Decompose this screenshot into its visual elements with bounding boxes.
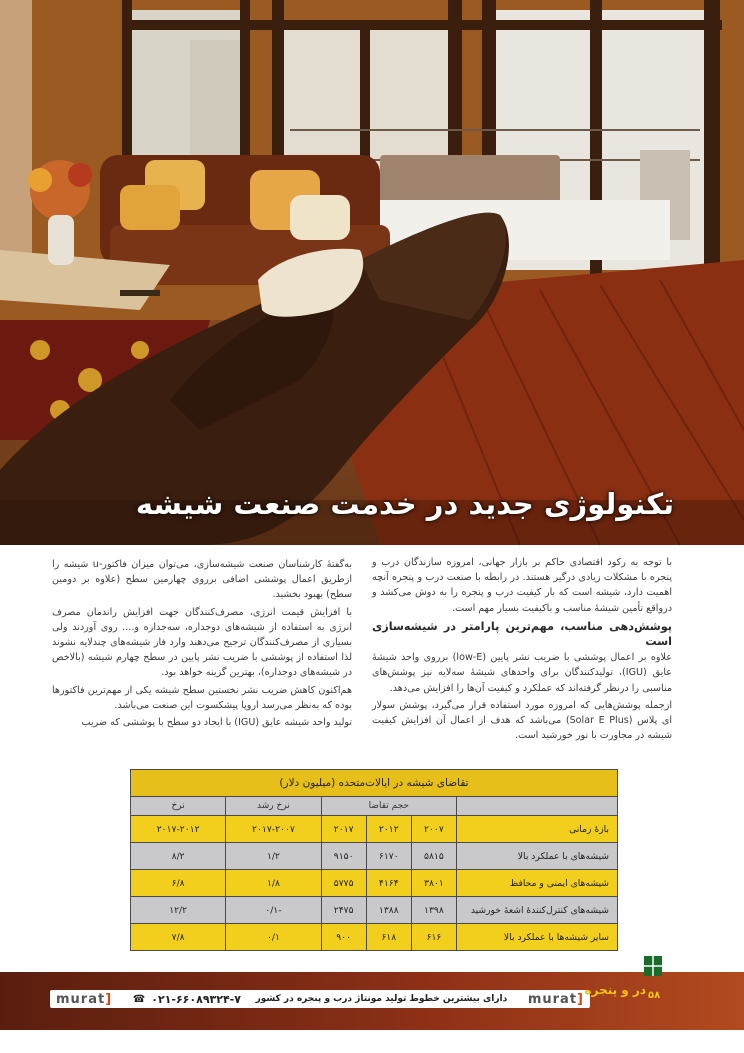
paragraph: تولید واحد شیشه عایق (IGU) با ایجاد دو سطح با پوششی که ضریب	[81, 717, 352, 729]
table-cell: ۰/۱	[226, 924, 321, 951]
table-cell: ۱۳۸۸	[366, 897, 411, 924]
glass-demand-table	[130, 769, 618, 951]
table-row-label: شیشه‌های با عملکرد بالا	[457, 843, 618, 870]
table-row	[131, 843, 618, 870]
murat-logo-left: murat]	[56, 991, 113, 1007]
paragraph: ازجمله پوشش‌هایی که امروزه مورد استفاده قرار می‌گیرد، پوشش سولار ای پلاس (Solar E Plus) می‌باشد که هدف از اعمال آن افزایش کیفیت شیشه در مجاورت با نور خورشید است.	[372, 699, 672, 742]
table-cell: ۶۱۶	[411, 924, 456, 951]
table-cell: -۰/۱	[226, 897, 321, 924]
table-cell: ۱/۲	[226, 843, 321, 870]
table-cell: ۳۸۰۱	[411, 870, 456, 897]
table-row-label: سایر شیشه‌ها با عملکرد بالا	[457, 924, 618, 951]
table-row-label: بازهٔ زمانی	[457, 816, 618, 843]
table-cell: ۱/۸	[226, 870, 321, 897]
table-cell: ۲۰۰۷	[411, 816, 456, 843]
table-cell: ۶/۸	[131, 870, 226, 897]
article-column-right	[372, 555, 672, 745]
table-cell: ۱۲/۲	[131, 897, 226, 924]
paragraph: با افزایش قیمت انرژی، مصرف‌کنندگان جهت افزایش راندمان مصرف انرژی به استفاده از شیشه‌های دوجداره، سه‌جداره و.... روی آوردند ولی بسیاری از مصرف‌کنندگان ترجیح می‌دهند وارد فاز شیشه‌های چندلایه نشوند لذا استفاده از پوششی با ضریب نشر پایین در سطح چهارم شیشه (بالاخص در شیشه‌های دوجداره)، بهترین گزینه خواهد بود.	[52, 606, 352, 679]
table-caption: تقاضای شیشه در ایالات‌متحده (میلیون دلار)	[131, 770, 618, 797]
table-row	[131, 870, 618, 897]
table-row	[131, 816, 618, 843]
paragraph: علاوه بر اعمال پوششی با ضریب نشر پایین (low-E) برروی واحد شیشهٔ عایق (IGU)، تولیدکنندگان برای واحدهای شیشهٔ سه‌لایه نیز پوشش‌های مناسبی را درنظر گرفته‌اند که عملکرد و کیفیت آن‌ها را افزایش می‌دهد.	[372, 652, 672, 694]
table-header-demand: حجم تقاضا	[321, 797, 456, 816]
article-column-left	[52, 557, 352, 732]
table-cell: ۴۱۶۴	[366, 870, 411, 897]
table-cell: ۹۱۵۰	[321, 843, 366, 870]
table-header-empty	[457, 797, 618, 816]
footer-slogan: دارای بیشترین خطوط تولید مونتاژ درب و پنجره در کشور	[255, 994, 508, 1004]
magazine-logo	[584, 954, 666, 1010]
table-cell: ۲۴۷۵	[321, 897, 366, 924]
table-cell: ۱۳۹۸	[411, 897, 456, 924]
page-number: ۵۸	[648, 990, 661, 1001]
phone-icon: ☎	[132, 993, 146, 1005]
table-cell: ۷/۸	[131, 924, 226, 951]
table-cell: ۵۷۷۵	[321, 870, 366, 897]
table-row-label: شیشه‌های کنترل‌کنندهٔ اشعهٔ خورشید	[457, 897, 618, 924]
table-cell: ۲۰۱۲	[366, 816, 411, 843]
article-headline: تکنولوژی جدید در خدمت صنعت شیشه	[135, 487, 674, 521]
section-heading: پوشش‌دهی مناسب، مهم‌ترین پارامتر در شیشه‌سازی است	[372, 619, 672, 649]
magazine-logo-text: در و پنجره	[584, 983, 646, 997]
footer-contact	[133, 993, 241, 1006]
table-cell: ۲۰۱۷	[321, 816, 366, 843]
table-cell: ۸/۲	[131, 843, 226, 870]
murat-logo-right: murat]	[527, 991, 584, 1007]
footer-bar	[50, 990, 590, 1008]
table-body	[131, 816, 618, 951]
paragraph: با توجه به رکود اقتصادی حاکم بر بازار جهانی، امروزه سازندگان درب و پنجره با مشکلات زیادی درگیر هستند. در رابطه با صنعت درب و پنجره آنچه اهمیت دارد، شیشه است که بار کیفیت درب و پنجره را به دوش می‌کشد و درواقع تأمین شیشهٔ مناسب و باکیفیت بسیار مهم است.	[372, 557, 672, 614]
table-row	[131, 897, 618, 924]
table-header-growth: نرخ رشد	[226, 797, 321, 816]
table-row-label: شیشه‌های ایمنی و محافظ	[457, 870, 618, 897]
table-cell: ۵۸۱۵	[411, 843, 456, 870]
table-cell: ۹۰۰	[321, 924, 366, 951]
paragraph: هم‌اکنون کاهش ضریب نشر نخستین سطح شیشه یکی از مهم‌ترین فاکتورها بوده که به‌نظر می‌رسد اروپا پیشکسوت این صنعت می‌باشد.	[52, 684, 352, 711]
footer-phone: ۰۲۱-۶۶۰۸۹۳۲۴-۷	[151, 992, 241, 1006]
paragraph: به‌گفتهٔ کارشناسان صنعت شیشه‌سازی، می‌توان میزان فاکتور-u شیشه را ازطریق اعمال پوششی اضافی برروی چهارمین سطح (علاوه بر دومین سطح) بهبود بخشید.	[52, 559, 352, 601]
table-cell: ۲۰۱۷-۲۰۱۲	[131, 816, 226, 843]
table-header-rate: نرخ	[131, 797, 226, 816]
table-cell: ۶۱۷۰	[366, 843, 411, 870]
table-row	[131, 924, 618, 951]
table-cell: ۶۱۸	[366, 924, 411, 951]
table-cell: ۲۰۱۷-۲۰۰۷	[226, 816, 321, 843]
